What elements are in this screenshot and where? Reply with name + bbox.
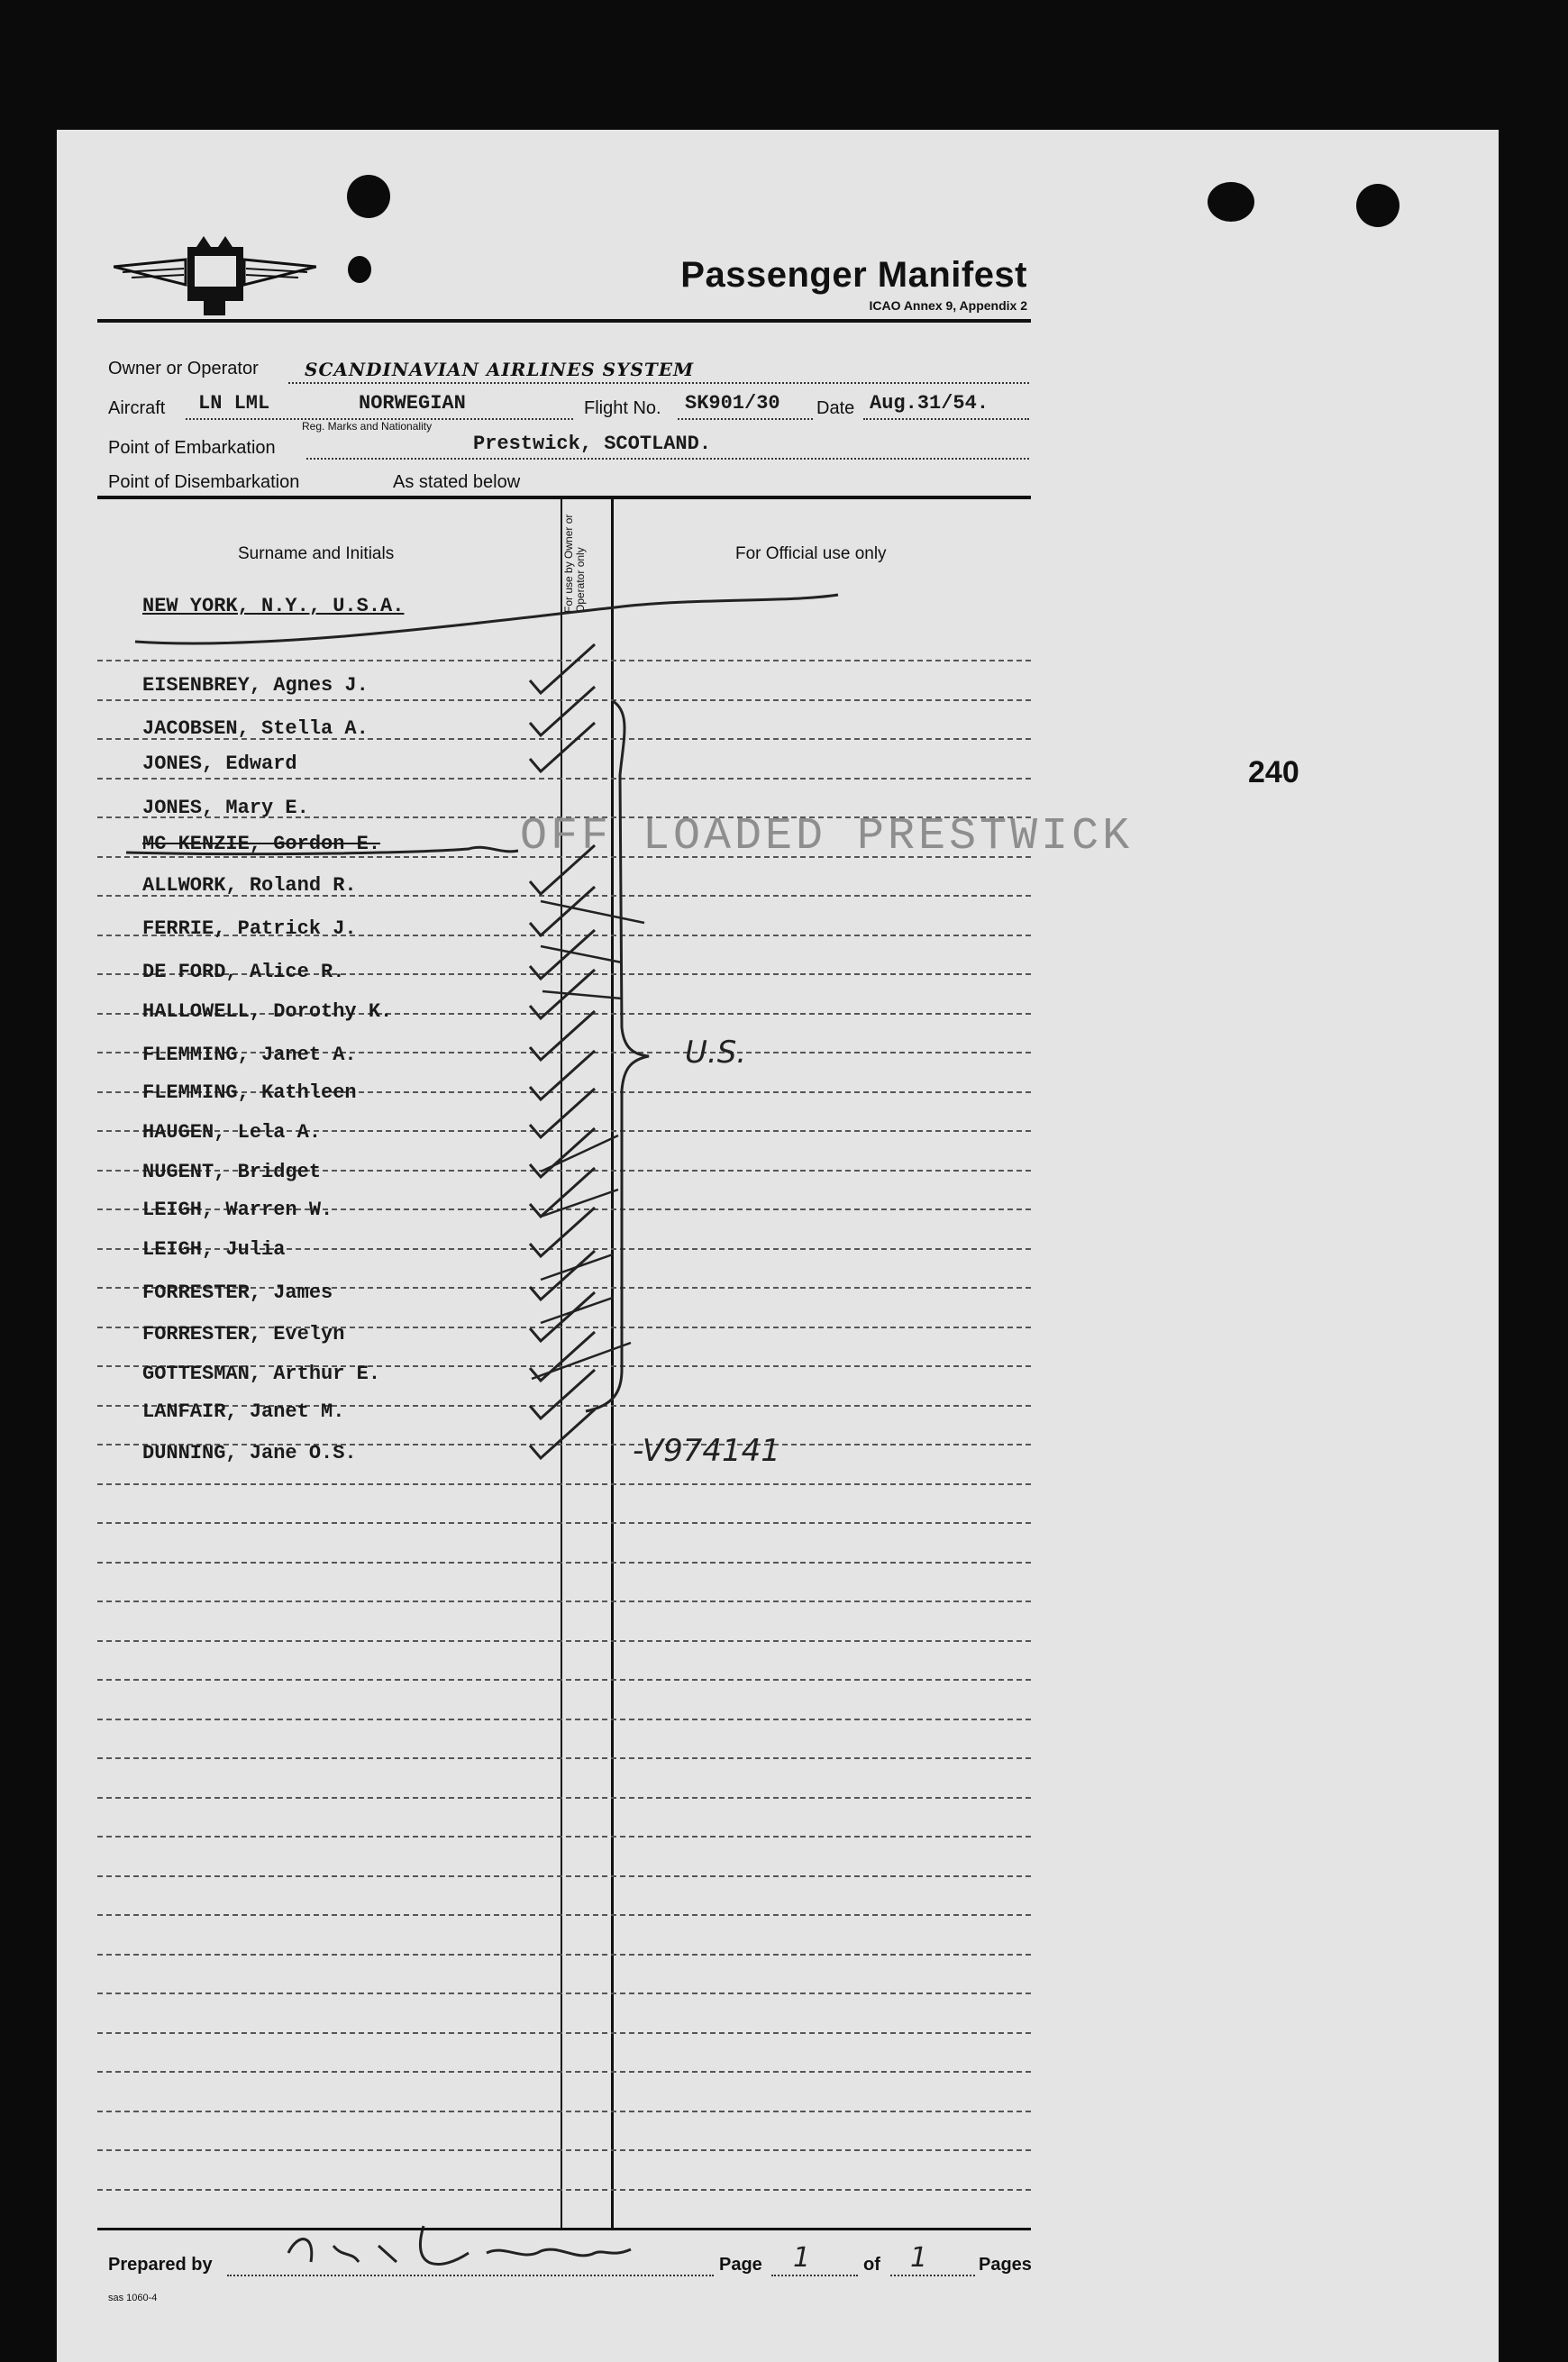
pages-label: Pages [979,2255,1032,2275]
check-mark [530,845,595,894]
page-current: 1 [793,2242,811,2274]
offloaded-stamp: OFF LOADED PRESTWICK [520,811,1134,862]
passenger-name: DE FORD, Alice R. [142,961,345,983]
passenger-name: DUNNING, Jane O.S. [142,1442,357,1464]
passenger-name: FORRESTER, Evelyn [142,1323,345,1345]
passenger-name: FORRESTER, James [142,1281,333,1304]
col-header-surname: Surname and Initials [238,544,395,563]
check-mark [530,644,595,693]
passenger-name: LEIGH, Julia [142,1238,286,1261]
dunning-note: -V974141 [633,1433,780,1469]
pages-dotted-line [890,2275,975,2276]
form-code: sas 1060-4 [108,2293,158,2303]
form-title: Passenger Manifest [680,255,1027,295]
bracket-note: U.S. [685,1035,747,1071]
col-header-official: For Official use only [735,544,887,563]
passenger-name: HALLOWELL, Dorothy K. [142,1000,393,1023]
destination-value: NEW YORK, N.Y., U.S.A. [142,595,405,617]
owner-label: Owner or Operator [108,359,259,378]
page-total: 1 [910,2242,928,2274]
owner-value: SCANDINAVIAN AIRLINES SYSTEM [305,359,695,380]
aircraft-reg: LN LML [198,392,270,415]
page-stamp-number: 240 [1248,755,1299,789]
check-mark [530,1089,595,1137]
flight-label: Flight No. [584,398,661,418]
form-subtitle: ICAO Annex 9, Appendix 2 [869,298,1027,313]
passenger-name: FLEMMING, Kathleen [142,1081,357,1104]
passenger-name: EISENBREY, Agnes J. [142,674,369,697]
check-mark [530,687,595,735]
passenger-name: JACOBSEN, Stella A. [142,717,369,740]
disembarkation-value: As stated below [393,472,521,492]
page-label: Page [719,2255,762,2275]
flight-value: SK901/30 [685,392,780,415]
col-header-owner-use: For use by Owner or Operator only [562,514,587,613]
date-value: Aug.31/54. [870,392,989,415]
page-dotted-line [771,2275,858,2276]
passenger-name: JONES, Mary E. [142,797,309,819]
passenger-name: FERRIE, Patrick J. [142,917,357,940]
prepared-dotted-line [227,2275,714,2276]
passenger-name: NUGENT, Bridget [142,1161,322,1183]
prepared-label: Prepared by [108,2255,213,2275]
passenger-name-struck: MC KENZIE, Gordon E. [142,833,381,855]
table-bottom-rule [97,2228,1031,2230]
embarkation-value: Prestwick, SCOTLAND. [473,433,712,455]
check-mark [530,723,595,771]
passenger-name: ALLWORK, Roland R. [142,874,357,897]
aircraft-nationality: NORWEGIAN [359,392,466,415]
passenger-name: LANFAIR, Janet M. [142,1400,345,1423]
check-mark [530,1251,595,1300]
passenger-name: FLEMMING, Janet A. [142,1044,357,1066]
embarkation-label: Point of Embarkation [108,438,276,458]
passenger-name: HAUGEN, Lela A. [142,1121,322,1144]
passenger-name: LEIGH, Warren W. [142,1199,333,1221]
aircraft-label: Aircraft [108,398,166,418]
disembarkation-label: Point of Disembarkation [108,472,300,492]
passenger-name: JONES, Edward [142,752,297,775]
of-label: of [863,2255,880,2275]
passenger-name: GOTTESMAN, Arthur E. [142,1363,381,1385]
aircraft-sublabel: Reg. Marks and Nationality [302,420,433,433]
date-label: Date [816,398,855,418]
